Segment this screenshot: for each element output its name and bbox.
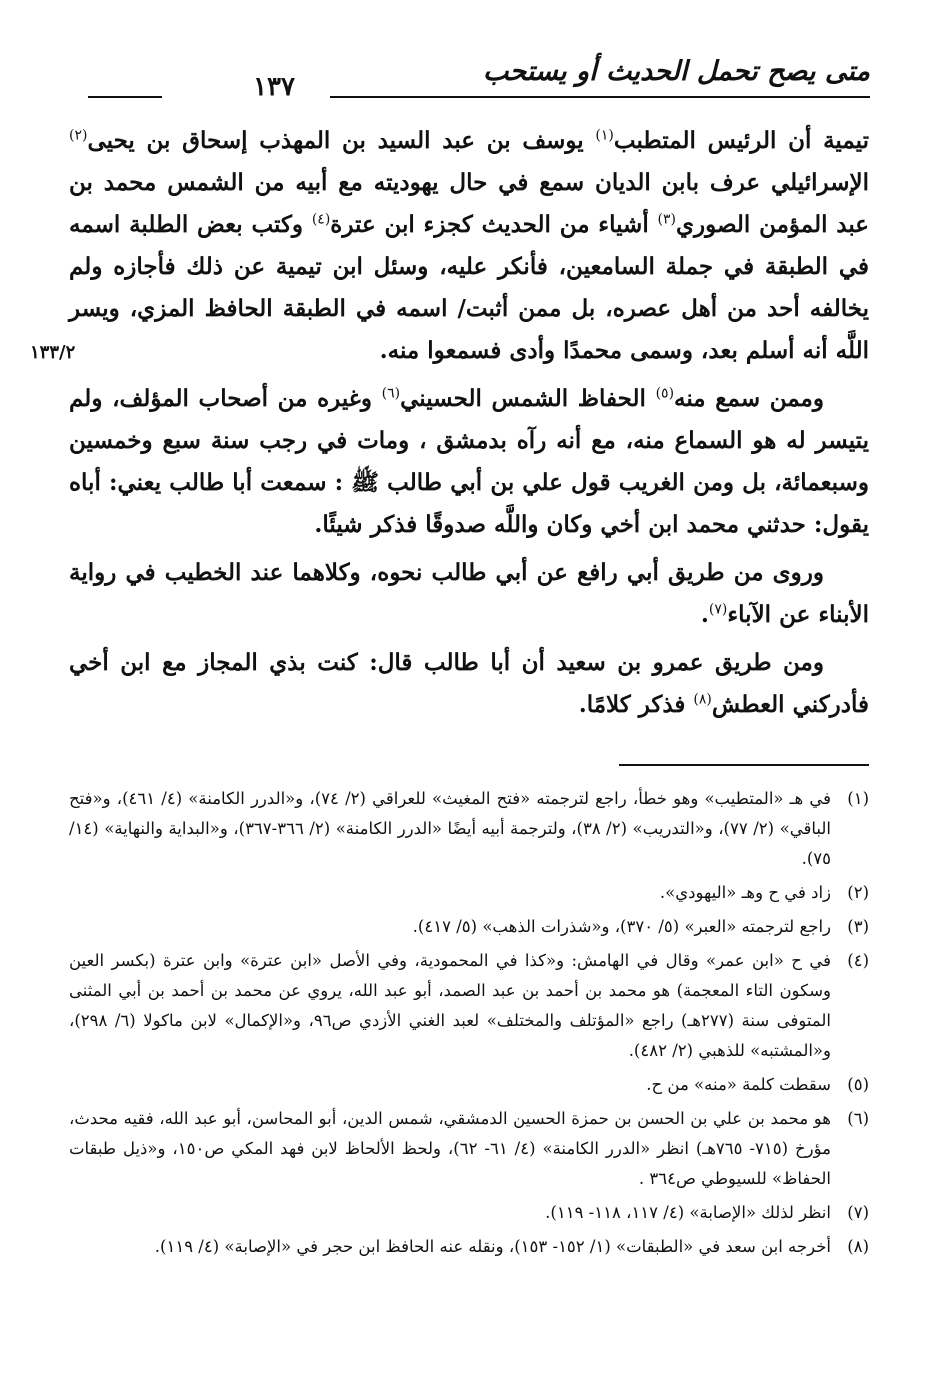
footnote-number: (٧) — [847, 1203, 869, 1222]
footnote-number: (٨) — [847, 1237, 869, 1256]
footnote-number: (٣) — [847, 917, 869, 936]
footnote-marker: (٤) — [311, 211, 331, 228]
page-number: ١٣٧ — [243, 72, 305, 102]
footnote-number: (٢) — [847, 883, 869, 902]
footnote — [69, 1198, 869, 1228]
text-run: يوسف بن عبد السيد بن المهذب إسحاق بن يحيى — [87, 127, 596, 154]
main-text — [69, 120, 869, 726]
footnote-text: في ح «ابن عمر» وقال في الهامش: و«كذا في المحمودية، وفي الأصل «ابن عترة» وابن عترة (بكسر العين وسكون التاء المعجمة) هو محمد بن أحمد بن عبد الصمد، أبو عبد الله، يروي عن محمد بن أحمد بن أبي المثنى المتوفى سنة (٢٧٧هـ) راجع «المؤتلف والمختلف» لعبد الغني الأزدي ص٩٦، و«الإكمال» لابن ماكولا (٦/ ٢٩٨)، و«المشتبه» للذهبي (٢/ ٤٨٢). — [69, 951, 831, 1060]
footnote — [69, 1232, 869, 1262]
footnote-number: (١) — [847, 789, 869, 808]
footnote — [69, 912, 869, 942]
footnote-text: انظر لذلك «الإصابة» (٤/ ١١٧، ١١٨- ١١٩). — [545, 1203, 831, 1222]
footnote — [69, 1104, 869, 1194]
footnote-text: أخرجه ابن سعد في «الطبقات» (١/ ١٥٢- ١٥٣)، ونقله عنه الحافظ ابن حجر في «الإصابة» (٤/ ١١٩). — [154, 1237, 831, 1256]
paragraph — [69, 378, 869, 546]
footnote-marker: (٦) — [381, 385, 401, 402]
page-header — [88, 52, 870, 112]
text-run: وكتب بعض الطلبة اسمه في الطبقة في جملة السامعين، فأنكر عليه، وسئل ابن تيمية عن ذلك فأجازه ولم يخالفه أحد من أهل عصره، بل ممن أثبت/ اسمه في الطبقة الحافظ المزي، ويسر اللَّه أنه أسلم بعد، وسمى محمدًا وأدى فسمعوا منه. — [69, 211, 869, 364]
text-run: وغيره من أصحاب المؤلف، ولم يتيسر له هو السماع منه، مع أنه رآه بدمشق ، ومات في رجب سنة سبع وخمسين وسبعمائة، بل ومن الغريب قول علي بن أبي طالب ﷺ : سمعت أبا طالب يعني: أباه يقول: حدثني محمد ابن أخي وكان واللَّه صدوقًا فذكر شيئًا. — [69, 385, 869, 538]
footnote-marker: (٨) — [693, 691, 712, 708]
footnote-number: (٥) — [847, 1075, 869, 1094]
footnote — [69, 946, 869, 1066]
running-title: متى يصح تحمل الحديث أو يستحب — [482, 56, 870, 87]
footnote-marker: (٢) — [69, 127, 88, 144]
footnote-marker: (١) — [595, 127, 614, 144]
header-rule — [330, 96, 870, 98]
margin-page-reference: ١٣٣/٢ — [30, 342, 76, 363]
paragraph — [69, 642, 869, 726]
footnote-separator — [619, 764, 869, 766]
header-rule — [88, 96, 162, 98]
footnote-text: هو محمد بن علي بن الحسن بن حمزة الحسين الدمشقي، شمس الدين، أبو المحاسن، أبو عبد الله، فقيه محدث، مؤرخ (٧١٥- ٧٦٥هـ) انظر «الدرر الكامنة» (٤/ ٦١- ٦٢)، ولحظ الألحاظ لابن فهد المكي ص١٥٠، و«ذيل طبقات الحفاظ» للسيوطي ص٣٦٤ . — [69, 1109, 831, 1188]
footnote-text: زاد في ح وهـ «اليهودي». — [659, 883, 831, 902]
footnote-marker: (٧) — [708, 601, 728, 618]
text-run: الإسرائيلي عرف بابن الديان سمع في حال يهوديته مع أبيه من الشمس محمد بن عبد المؤمن الصوري — [69, 169, 869, 238]
text-run: فذكر كلامًا. — [578, 691, 694, 718]
text-run: الحفاظ الشمس الحسيني — [400, 385, 656, 412]
text-run: وممن سمع منه — [674, 385, 824, 412]
text-run: وروى من طريق أبي رافع عن أبي طالب نحوه، وكلاهما عند الخطيب في رواية الأبناء عن الآباء — [69, 559, 869, 628]
footnote-text: راجع لترجمته «العبر» (٥/ ٣٧٠)، و«شذرات الذهب» (٥/ ٤١٧). — [412, 917, 831, 936]
footnote-text: في هـ «المتطيب» وهو خطأ، راجع لترجمته «فتح المغيث» للعراقي (٢/ ٧٤)، و«الدرر الكامنة» (٤/ ٤٦١)، و«فتح الباقي» (٢/ ٧٧)، و«التدريب» (٢/ ٣٨)، ولترجمة أبيه أيضًا «الدرر الكامنة» (٢/ ٣٦٦-٣٦٧)، و«البداية والنهاية» (١٤/ ٧٥). — [69, 789, 831, 868]
text-run: تيمية أن الرئيس المتطبب — [613, 127, 869, 154]
paragraph — [69, 120, 869, 372]
footnote — [69, 1070, 869, 1100]
footnote-number: (٤) — [847, 951, 869, 970]
footnote-text: سقطت كلمة «منه» من ح. — [646, 1075, 831, 1094]
footnote — [69, 784, 869, 874]
text-run: أشياء من الحديث كجزء ابن عترة — [330, 211, 658, 238]
paragraph — [69, 552, 869, 636]
footnote-marker: (٥) — [655, 385, 675, 402]
text-run: . — [700, 601, 709, 628]
text-run: ومن طريق عمرو بن سعيد أن أبا طالب قال: كنت بذي المجاز مع ابن أخي فأدركني العطش — [69, 649, 869, 718]
footnote-marker: (٣) — [657, 211, 676, 228]
footnote-number: (٦) — [847, 1109, 869, 1128]
footnotes — [69, 784, 869, 1266]
footnote — [69, 878, 869, 908]
